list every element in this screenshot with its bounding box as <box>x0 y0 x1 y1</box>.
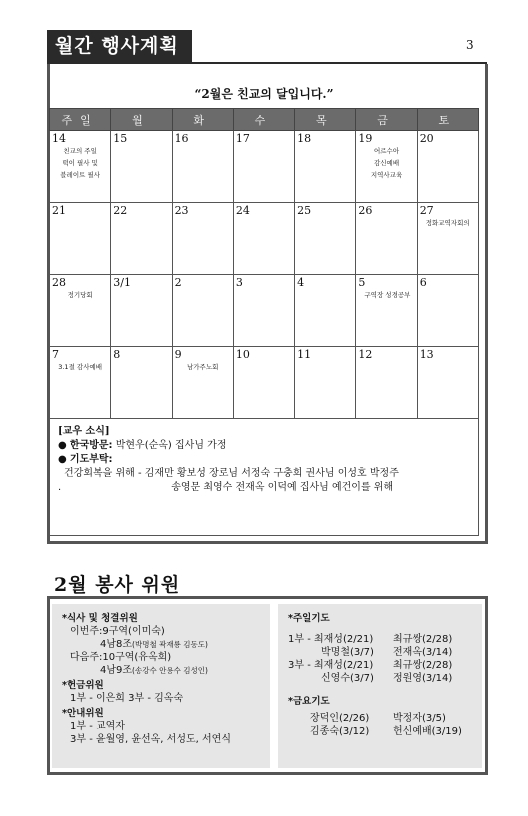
calendar-week-row <box>50 347 479 419</box>
day-event: 정화교역자회의 <box>425 219 470 227</box>
meal-this-week-members: (박명철 곽재룡 김동도) <box>132 640 208 649</box>
member-news-box <box>49 418 479 536</box>
offering-row: 1부 - 이은희 3부 - 김옥숙 <box>70 693 184 704</box>
day-number: 25 <box>297 204 312 217</box>
day-number: 26 <box>358 204 373 217</box>
calendar-day-cell <box>233 131 294 203</box>
prayer-entry: 최규쌍(2/28) <box>393 660 453 671</box>
calendar-day-cell <box>417 131 478 203</box>
calendar-day-cell <box>172 203 233 275</box>
day-number: 21 <box>52 204 66 217</box>
prayer-line-1: 건강회복을 위해 - 김재만 황보성 장로님 서정숙 구충희 권사님 이성호 박정주 <box>64 468 399 479</box>
day-number: 20 <box>419 132 434 145</box>
usher-header: *안내위원 <box>62 708 104 719</box>
calendar-day-cell <box>356 275 417 347</box>
service-box-right <box>278 604 482 768</box>
day-number: 14 <box>52 132 66 145</box>
weekday-header: 화 <box>172 109 233 131</box>
prayer-entry: 1부 - 최재성(2/21) <box>288 634 374 645</box>
calendar-day-cell <box>356 347 417 419</box>
meal-this-week: 이번주:9구역(이미숙) <box>70 626 165 637</box>
day-number: 5 <box>358 276 366 289</box>
calendar-day-cell <box>295 347 356 419</box>
service-box-left <box>52 604 270 768</box>
calendar-day-cell <box>111 131 172 203</box>
calendar-day-cell <box>233 203 294 275</box>
day-event: 구역장 성경공부 <box>364 291 411 299</box>
service-section-title: 2월 봉사 위원 <box>54 574 181 596</box>
friday-prayer-row <box>288 725 472 738</box>
calendar-day-cell <box>111 203 172 275</box>
meal-this-week-group: 4남8조 <box>100 639 133 650</box>
calendar-day-cell <box>50 131 111 203</box>
calendar-day-cell <box>172 347 233 419</box>
calendar-day-cell <box>417 203 478 275</box>
calendar-day-cell <box>111 347 172 419</box>
day-number: 22 <box>113 204 128 217</box>
day-number: 3/1 <box>113 276 131 289</box>
calendar-day-cell <box>295 203 356 275</box>
usher-row-2: 3부 - 윤월영, 윤선옥, 서성도, 서연식 <box>70 734 231 745</box>
day-number: 4 <box>297 276 305 289</box>
calendar-day-cell <box>50 275 111 347</box>
calendar-day-cell <box>356 203 417 275</box>
prayer-label: 기도부탁: <box>69 454 113 465</box>
prayer-entry: 정원영(3/14) <box>393 673 453 684</box>
calendar-day-cell <box>356 131 417 203</box>
day-number: 17 <box>235 132 250 145</box>
sunday-prayer-row <box>288 672 472 685</box>
day-event: 어르수아 감신예배 지역사교육 <box>370 147 403 179</box>
news-prayer: ● 기도부탁: <box>58 454 113 465</box>
day-number: 3 <box>235 276 243 289</box>
prayer-entry: 장덕인(2/26) <box>310 713 370 724</box>
news-visit: ● 한국방문: 박현우(순옥) 집사님 가정 <box>58 440 227 451</box>
day-number: 27 <box>419 204 434 217</box>
day-number: 7 <box>52 348 59 361</box>
prayer-entry: 3부 - 최재성(2/21) <box>288 660 374 671</box>
calendar-day-cell <box>50 347 111 419</box>
friday-prayer-row <box>288 712 472 725</box>
sunday-prayer-row <box>288 633 472 646</box>
day-number: 2 <box>174 276 182 289</box>
monthly-motto: “2월은 친교의 달입니다.” <box>194 87 334 101</box>
news-title: [교우 소식] <box>58 426 110 437</box>
day-number: 8 <box>113 348 121 361</box>
meal-next-week-members: (송강수 안용수 김성인) <box>132 666 208 675</box>
calendar-day-cell <box>295 275 356 347</box>
day-event: 정기당회 <box>67 291 93 299</box>
calendar-day-cell <box>111 275 172 347</box>
meal-next-week-group: 4남9조 <box>100 665 133 676</box>
visit-label: 한국방문: <box>69 440 113 451</box>
calendar-week-row <box>50 131 479 203</box>
day-number: 15 <box>113 132 128 145</box>
weekday-header-row <box>50 109 479 131</box>
friday-prayer-header: *금요기도 <box>288 696 330 707</box>
day-number: 19 <box>358 132 373 145</box>
weekday-header: 주일 <box>50 109 111 131</box>
day-number: 18 <box>297 132 312 145</box>
calendar-body <box>50 131 479 419</box>
calendar-day-cell <box>172 275 233 347</box>
prayer-line-2 <box>58 481 470 495</box>
day-event: 3.1절 감사예배 <box>58 363 103 371</box>
calendar-day-cell <box>295 131 356 203</box>
weekday-header: 월 <box>111 109 172 131</box>
prayer-entry: 김종숙(3/12) <box>310 726 370 737</box>
day-number: 12 <box>358 348 373 361</box>
meal-header: *식사 및 청결위원 <box>62 613 138 624</box>
day-number: 28 <box>52 276 66 289</box>
weekday-header: 토 <box>417 109 478 131</box>
day-number: 24 <box>235 204 250 217</box>
day-number: 13 <box>419 348 434 361</box>
calendar-day-cell <box>172 131 233 203</box>
day-event: 친교의 주일 떡이 필사 및 블레이트 필사 <box>60 147 101 179</box>
sunday-prayer-row <box>288 646 472 659</box>
weekday-header: 수 <box>233 109 294 131</box>
day-number: 11 <box>297 348 312 361</box>
calendar-day-cell <box>417 275 478 347</box>
sunday-prayer-row <box>288 659 472 672</box>
calendar-day-cell <box>50 203 111 275</box>
prayer-entry: 신영수(3/7) <box>321 673 374 684</box>
day-number: 23 <box>174 204 189 217</box>
usher-row-1: 1부 - 교역자 <box>70 721 125 732</box>
day-number: 9 <box>174 348 182 361</box>
weekday-header: 목 <box>295 109 356 131</box>
calendar-week-row <box>50 275 479 347</box>
prayer-entry: 최규쌍(2/28) <box>393 634 453 645</box>
sunday-prayer-header: *주일기도 <box>288 613 330 624</box>
prayer-entry: 박정자(3/5) <box>393 713 446 724</box>
visit-text: 박현우(순옥) 집사님 가정 <box>115 440 227 451</box>
meal-this-week-sub <box>62 638 260 651</box>
meal-next-week-sub <box>62 664 260 677</box>
prayer-entry: 헌신예배(3/19) <box>393 726 462 737</box>
day-event: 남가주노회 <box>187 363 219 371</box>
calendar-day-cell <box>233 347 294 419</box>
prayer-entry: 전재옥(3/14) <box>393 647 453 658</box>
prayer-line-2-text: 송영문 최영수 전재옥 이덕예 집사님 예건이를 위해 <box>171 482 394 493</box>
day-number: 16 <box>174 132 189 145</box>
prayer-entry: 박명철(3/7) <box>321 647 374 658</box>
page-number: 3 <box>466 38 474 52</box>
day-number: 6 <box>419 276 427 289</box>
weekday-header: 금 <box>356 109 417 131</box>
calendar-day-cell <box>233 275 294 347</box>
day-number: 10 <box>235 348 250 361</box>
calendar-day-cell <box>417 347 478 419</box>
meal-next-week: 다음주:10구역(유옥희) <box>70 652 172 663</box>
section-title-tab: 월간 행사계획 <box>47 30 192 62</box>
calendar-week-row <box>50 203 479 275</box>
offering-header: *헌금위원 <box>62 680 104 691</box>
prayer-line-2-prefix: . <box>58 482 62 493</box>
monthly-calendar <box>49 108 479 419</box>
